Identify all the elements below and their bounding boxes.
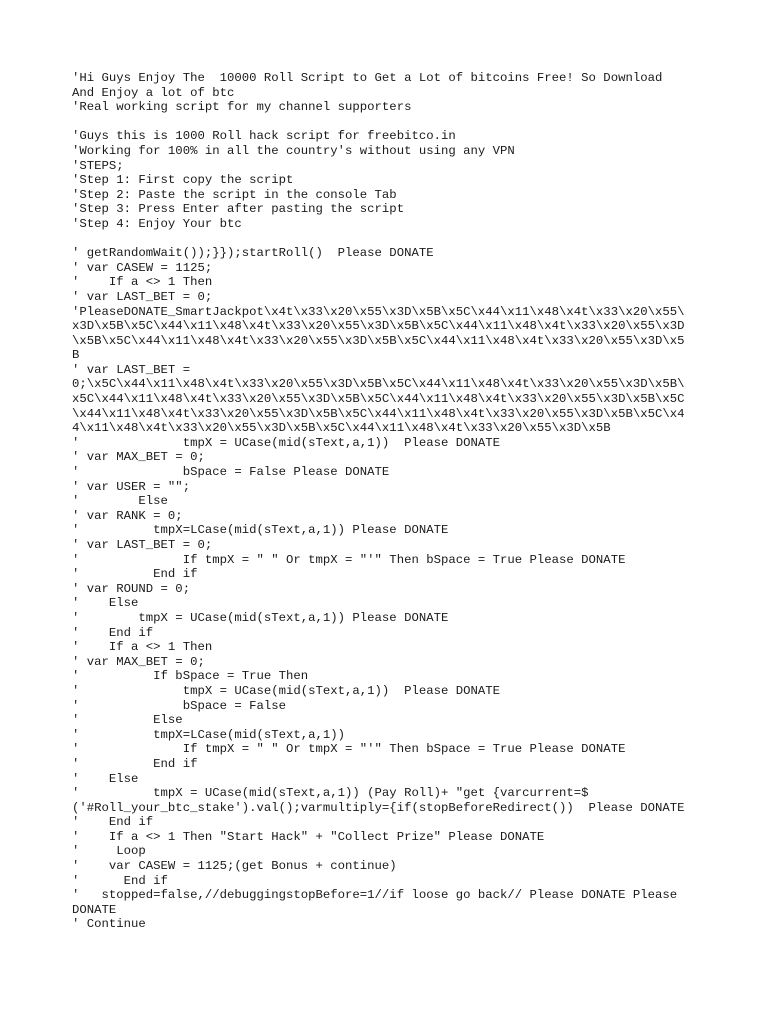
text-line: 0;\x5C\x44\x11\x48\x4t\x33\x20\x55\x3D\x5B\x5C\x44\x11\x48\x4t\x33\x20\x55\x3D\x5B\ <box>72 377 685 392</box>
text-line: 'Step 4: Enjoy Your btc <box>72 216 242 231</box>
text-line <box>72 232 712 247</box>
text-line: 'Step 3: Press Enter after pasting the script <box>72 202 405 217</box>
text-line: DONATE <box>72 902 117 917</box>
text-line: ' End if <box>72 756 198 771</box>
text-line: ' If tmpX = " " Or tmpX = "'" Then bSpace = True Please DONATE <box>72 552 626 567</box>
text-line: ' var MAX_BET = 0; <box>72 654 205 669</box>
text-line: 4\x11\x48\x4t\x33\x20\x55\x3D\x5B\x5C\x44\x11\x48\x4t\x33\x20\x55\x3D\x5B <box>72 421 611 436</box>
text-line: ('#Roll_your_btc_stake').val();varmultiply={if(stopBeforeRedirect()) Please DONATE <box>72 800 685 815</box>
text-line: ' If tmpX = " " Or tmpX = "'" Then bSpace = True Please DONATE <box>72 742 626 757</box>
text-line: ' var MAX_BET = 0; <box>72 450 205 465</box>
text-line: ' var CASEW = 1125; <box>72 260 213 275</box>
text-line: ' If a <> 1 Then <box>72 640 213 655</box>
text-line: ' Else <box>72 713 183 728</box>
text-line: ' Else <box>72 771 139 786</box>
text-line: ' End if <box>72 625 154 640</box>
text-line: 'Working for 100% in all the country's without using any VPN <box>72 143 515 158</box>
text-line <box>72 115 712 130</box>
text-line: ' var ROUND = 0; <box>72 581 191 596</box>
text-line: ' var USER = ""; <box>72 479 191 494</box>
text-line: ' If a <> 1 Then <box>72 275 213 290</box>
text-line: ' Loop <box>72 844 146 859</box>
text-line: ' tmpX = UCase(mid(sText,a,1)) (Pay Roll)+ "get {varcurrent=$ <box>72 786 589 801</box>
text-line: 'Hi Guys Enjoy The 10000 Roll Script to Get a Lot of bitcoins Free! So Download <box>72 71 663 85</box>
text-line: ' If a <> 1 Then "Start Hack" + "Collect Prize" Please DONATE <box>72 829 545 844</box>
text-line: ' Continue <box>72 917 146 932</box>
text-line: ' bSpace = False <box>72 698 287 713</box>
text-line: ' tmpX=LCase(mid(sText,a,1)) Please DONATE <box>72 523 449 538</box>
text-line: 'Real working script for my channel supporters <box>72 100 412 115</box>
text-line: 'PleaseDONATE_SmartJackpot\x4t\x33\x20\x55\x3D\x5B\x5C\x44\x11\x48\x4t\x33\x20\x55\ <box>72 304 685 319</box>
text-line: ' End if <box>72 567 198 582</box>
text-line: ' tmpX=LCase(mid(sText,a,1)) <box>72 727 346 742</box>
text-line: ' var LAST_BET = <box>72 362 191 377</box>
text-line: 'Guys this is 1000 Roll hack script for freebitco.in <box>72 129 456 144</box>
text-line: 'Step 1: First copy the script <box>72 173 294 188</box>
text-line: ' tmpX = UCase(mid(sText,a,1)) Please DONATE <box>72 435 501 450</box>
text-line: ' If bSpace = True Then <box>72 669 309 684</box>
text-line: B <box>72 348 80 363</box>
text-line: ' tmpX = UCase(mid(sText,a,1)) Please DONATE <box>72 683 501 698</box>
text-line: ' var LAST_BET = 0; <box>72 538 213 552</box>
text-line: ' var CASEW = 1125;(get Bonus + continue) <box>72 859 397 874</box>
text-line: ' Else <box>72 494 168 509</box>
text-line: ' getRandomWait());}});startRoll() Please DONATE <box>72 246 434 261</box>
text-line: x5C\x44\x11\x48\x4t\x33\x20\x55\x3D\x5B\x5C\x44\x11\x48\x4t\x33\x20\x55\x3D\x5B\x5C <box>72 392 685 407</box>
text-line: \x5B\x5C\x44\x11\x48\x4t\x33\x20\x55\x3D\x5B\x5C\x44\x11\x48\x4t\x33\x20\x55\x3D\x5 <box>72 333 685 348</box>
text-line: ' Else <box>72 596 139 611</box>
text-line: ' End if <box>72 815 154 830</box>
text-line: ' stopped=false,//debuggingstopBefore=1//if loose go back// Please DONATE Please <box>72 888 678 903</box>
text-line: ' End if <box>72 873 168 888</box>
text-line: 'STEPS; <box>72 158 124 173</box>
text-line: x3D\x5B\x5C\x44\x11\x48\x4t\x33\x20\x55\x3D\x5B\x5C\x44\x11\x48\x4t\x33\x20\x55\x3D <box>72 319 685 334</box>
script-text-body <box>72 71 712 932</box>
text-line: ' bSpace = False Please DONATE <box>72 465 390 480</box>
text-line: ' var RANK = 0; <box>72 508 183 523</box>
text-line: \x44\x11\x48\x4t\x33\x20\x55\x3D\x5B\x5C\x44\x11\x48\x4t\x33\x20\x55\x3D\x5B\x5C\x4 <box>72 406 685 421</box>
text-line: And Enjoy a lot of btc <box>72 85 235 100</box>
text-line: ' var LAST_BET = 0; <box>72 289 213 304</box>
text-line: 'Step 2: Paste the script in the console Tab <box>72 187 397 202</box>
text-line: ' tmpX = UCase(mid(sText,a,1)) Please DONATE <box>72 610 449 625</box>
